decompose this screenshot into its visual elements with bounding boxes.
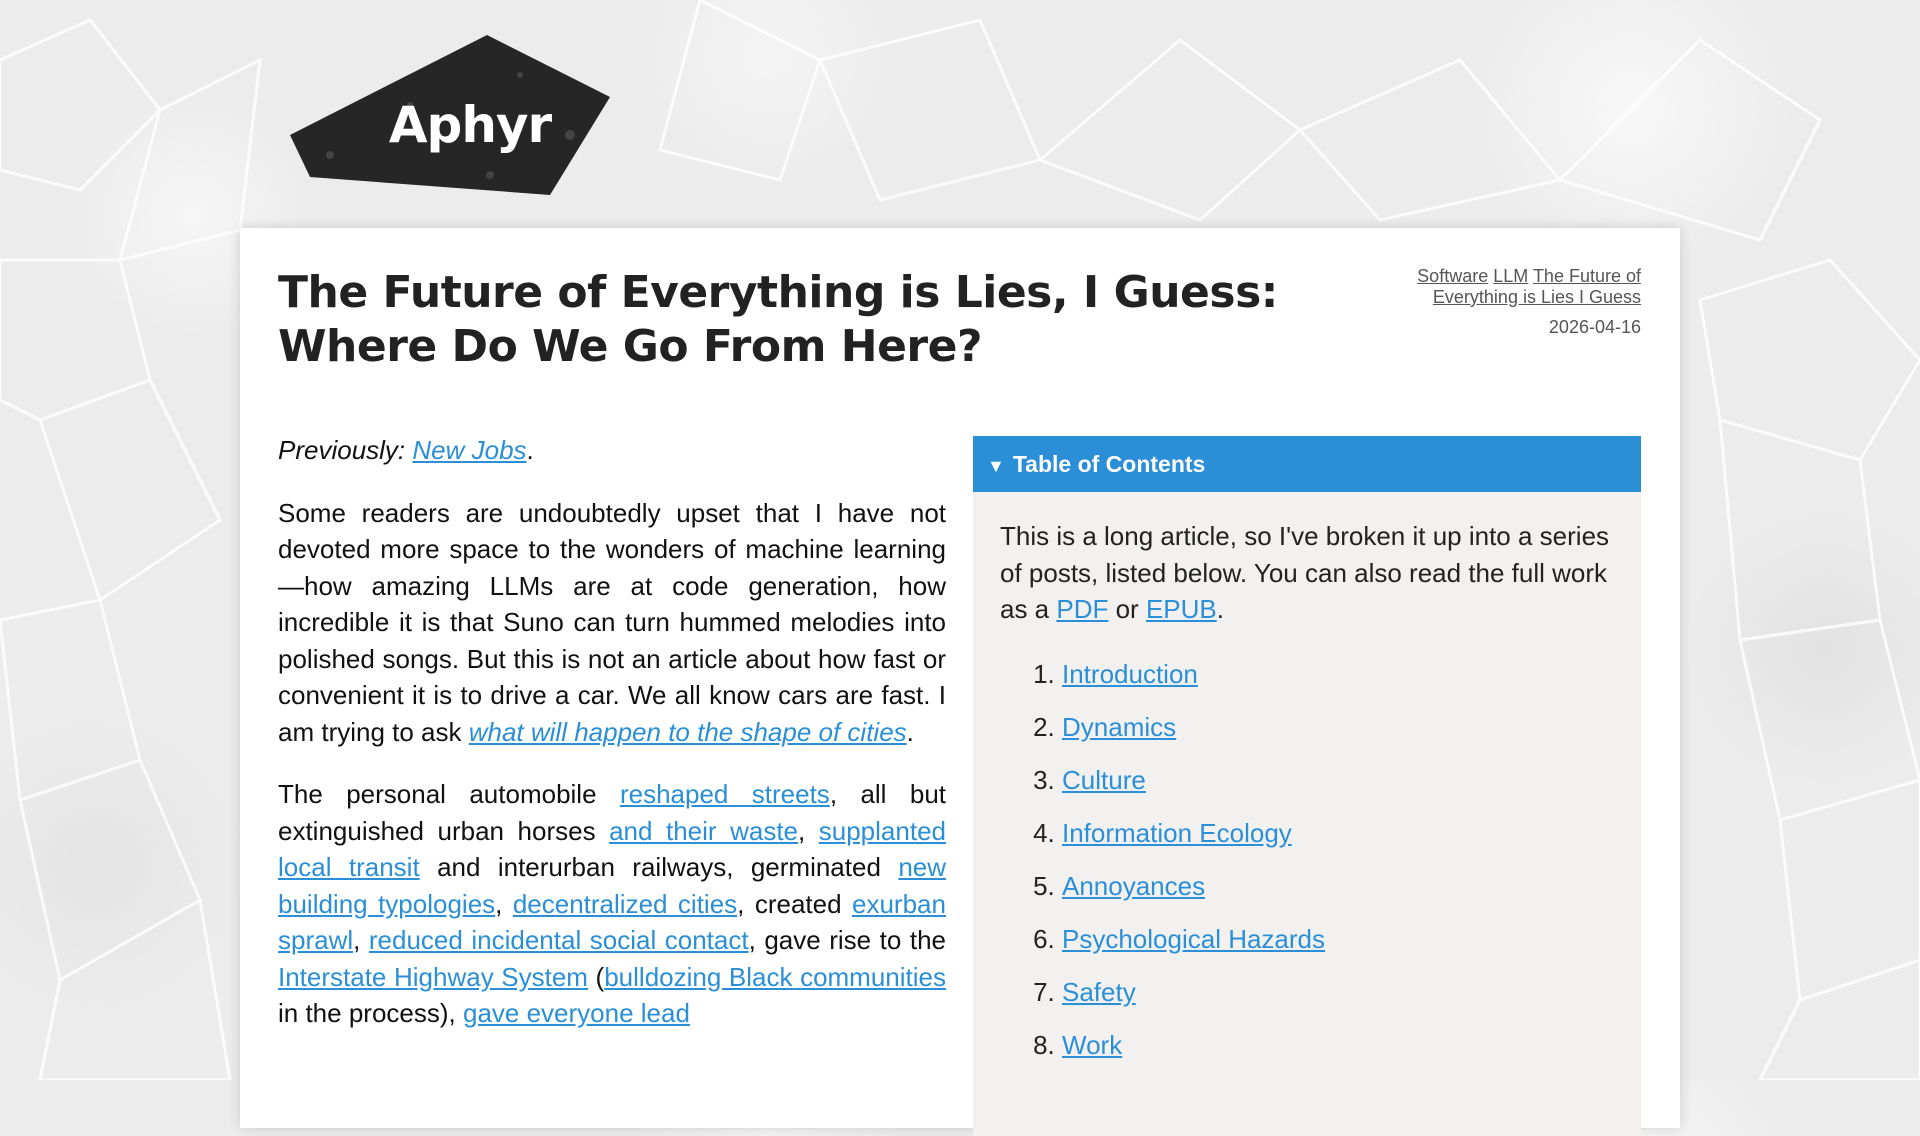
text: The personal automobile (278, 779, 620, 809)
toc-intro-text: This is a long article, so I've broken it up into a series of posts, listed below. You can also read the full work as a (1000, 521, 1610, 624)
text: , gave rise to the (748, 925, 946, 955)
toc-list (1000, 656, 1614, 1064)
site-logo-text[interactable]: Aphyr (388, 96, 552, 154)
toc-item (1062, 815, 1614, 852)
toc-link-dynamics[interactable]: Dynamics (1062, 711, 1177, 742)
link[interactable]: Interstate Highway System (278, 961, 588, 992)
toc-link-introduction[interactable]: Introduction (1062, 658, 1198, 689)
link[interactable]: bulldozing Black communities (604, 961, 946, 992)
toc-item (1062, 974, 1614, 1011)
toc-toggle[interactable] (973, 436, 1641, 492)
paragraph-1: Some readers are undoubtedly upset that I have not devoted more space to the wonders of machine learning—how amazing LLMs are at code generation, how incredible it is that Suno can turn hummed melodies into polished songs. But this is not an article about how fast or convenient it is to drive a car. We all know cars are fast. I am trying to ask what will happen to the shape of cities. (278, 497, 946, 747)
link[interactable]: gave everyone lead (462, 998, 690, 1028)
toc-link-safety[interactable]: Safety (1062, 976, 1136, 1007)
text: or (1108, 594, 1146, 624)
article-date: 2026-04-16 (1548, 317, 1641, 337)
link[interactable]: reduced incidental social contact (368, 925, 749, 955)
toc-item (1062, 709, 1614, 746)
previously-link[interactable]: New Jobs (412, 435, 527, 465)
toc-link-information-ecology[interactable]: Information Ecology (1062, 817, 1292, 848)
text: , created (737, 888, 853, 919)
link[interactable]: exurban sprawl (278, 888, 946, 955)
toc-intro: This is a long article, so I've broken it up into a series of posts, listed below. You can also read the full work as a PDF or EPUB. (1000, 521, 1610, 624)
toc-item (1062, 656, 1614, 693)
tag-llm[interactable]: LLM (1493, 266, 1529, 286)
pdf-link[interactable]: PDF (1056, 594, 1109, 624)
triangle-down-icon: ▼ (987, 456, 1005, 476)
article-body (278, 432, 946, 1058)
article-meta (1381, 266, 1641, 338)
link[interactable]: and their waste (609, 815, 799, 846)
paragraph-text: Some readers are undoubtedly upset that I have not devoted more space to the wonders of machine learning—how amazing LLMs are at code generation, how incredible it is that Suno can turn hummed melodies into polished songs. But this is not an article about how fast or convenient it is to drive a car. We all know cars are fast. I am trying to ask (278, 497, 946, 747)
toc-title: Table of Contents (1012, 451, 1206, 477)
link[interactable]: decentralized cities (512, 888, 738, 919)
article-card (240, 228, 1680, 1128)
text: , all but extinguished urban horses (278, 779, 947, 846)
text: in the process), (278, 998, 463, 1028)
table-of-contents (973, 436, 1641, 1136)
link[interactable]: supplanted local transit (278, 815, 946, 882)
article-title: The Future of Everything is Lies, I Guess: Where Do We Go From Here? (278, 267, 1278, 372)
toc-item (1062, 1027, 1614, 1064)
toc-body (973, 492, 1641, 1106)
toc-link-work[interactable]: Work (1062, 1029, 1123, 1060)
text: and interurban railways, germinated (419, 852, 899, 882)
previously-paragraph: Previously: New Jobs. (278, 435, 534, 465)
text: , (798, 815, 819, 846)
toc-item (1062, 921, 1614, 958)
tag-software[interactable]: Software (1417, 266, 1489, 286)
paragraph-2 (278, 776, 946, 1032)
epub-link[interactable]: EPUB (1145, 594, 1217, 624)
previously-label: Previously: (278, 435, 406, 465)
text: ( (587, 961, 605, 992)
toc-link-annoyances[interactable]: Annoyances (1062, 870, 1206, 901)
toc-link-psychological-hazards[interactable]: Psychological Hazards (1062, 923, 1326, 954)
link[interactable]: new building typologies (278, 852, 947, 919)
text: , (353, 925, 369, 955)
link[interactable]: reshaped streets (619, 779, 830, 809)
tag-series[interactable]: The Future of Everything is Lies I Guess (1432, 266, 1641, 307)
link-shape-of-cities[interactable]: what will happen to the shape of cities (468, 716, 907, 747)
toc-link-culture[interactable]: Culture (1062, 764, 1146, 795)
text: , (495, 888, 513, 919)
tag-list (1381, 266, 1641, 308)
toc-item (1062, 868, 1614, 905)
toc-item (1062, 762, 1614, 799)
